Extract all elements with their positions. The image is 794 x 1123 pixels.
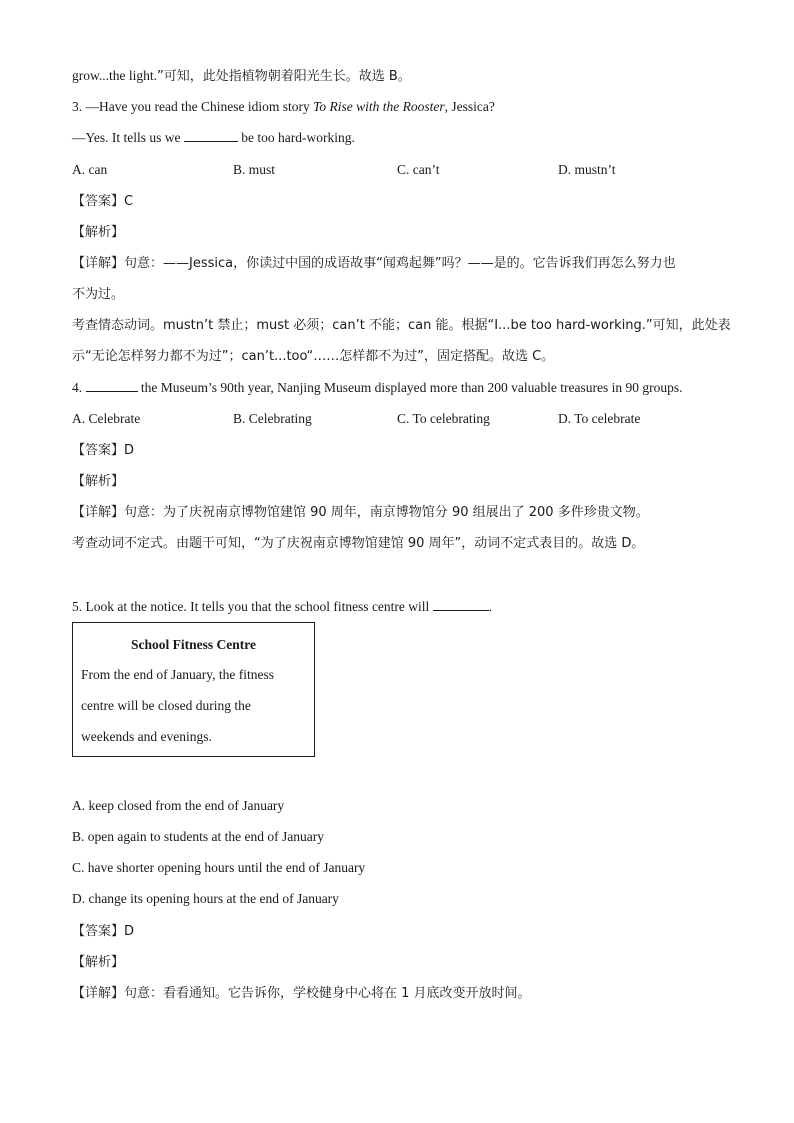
q3-answer-text: 【答案】C [72, 194, 134, 209]
q3-reply-end: be too hard-working. [237, 130, 355, 145]
q3-idiom-title: To Rise with the Rooster [313, 99, 445, 114]
q5-stem-end: . [488, 599, 493, 614]
notice-box [72, 622, 315, 757]
q4-option-c: C. To celebrating [397, 411, 490, 426]
q5-option-c: C. have shorter opening hours until the end of January [72, 860, 366, 875]
q3-detail-3: 考查情态动词。mustn’t 禁止；must 必须；can’t 不能；can 能。根据“I...be too hard-working.”可知，此处表 [72, 318, 731, 333]
q3-option-c: C. can’t [397, 162, 440, 177]
q5-option-b: B. open again to students at the end of January [72, 829, 324, 844]
q5-answer-text: 【答案】D [72, 924, 135, 939]
q5-option-a: A. keep closed from the end of January [72, 798, 285, 813]
q5-option-d: D. change its opening hours at the end of January [72, 891, 339, 906]
q3-detail-4: 示“无论怎样努力都不为过”；can’t...too“……怎样都不为过”，固定搭配。故选 C。 [72, 349, 555, 364]
q3-blank [184, 130, 238, 142]
q3-stem-end: , Jessica? [444, 99, 495, 114]
q4-analysis [72, 472, 124, 491]
q3-analysis-label: 【解析】 [72, 225, 125, 240]
q4-option-b: B. Celebrating [233, 411, 312, 426]
q4-stem [72, 379, 682, 397]
notice-title: School Fitness Centre [131, 637, 256, 652]
notice-line-2: centre will be closed during the [81, 698, 251, 713]
q3-stem [72, 98, 495, 116]
q4-blank [86, 380, 138, 392]
q5-stem-text: 5. Look at the notice. It tells you that the school fitness centre will [72, 599, 433, 614]
q4-detail-1: 【详解】句意：为了庆祝南京博物馆建馆 90 周年，南京博物馆分 90 组展出了 200 多件珍贵文物。 [72, 505, 649, 520]
q5-analysis-label: 【解析】 [72, 955, 125, 970]
q3-reply-text: —Yes. It tells us we [72, 130, 184, 145]
q5-stem [72, 598, 492, 616]
q3-detail-2: 不为过。 [72, 287, 125, 302]
intro-text-cn: ”可知，此处指植物朝着阳光生长。故选 B。 [157, 69, 411, 84]
q4-analysis-label: 【解析】 [72, 474, 125, 489]
q3-answer [72, 192, 133, 211]
notice-line-1: From the end of January, the fitness [81, 667, 274, 682]
intro-line [72, 67, 411, 86]
q3-option-a: A. can [72, 162, 108, 177]
q4-detail-2: 考查动词不定式。由题干可知，“为了庆祝南京博物馆建馆 90 周年”，动词不定式表目的。故选 D。 [72, 536, 645, 551]
q4-answer-text: 【答案】D [72, 443, 135, 458]
intro-text-en: grow...the light. [72, 68, 157, 83]
q5-blank [433, 599, 489, 611]
q4-stem-text: the Museum’s 90th year, Nanjing Museum displayed more than 200 valuable treasures in 90 groups. [137, 380, 683, 395]
q4-number: 4. [72, 380, 86, 395]
q3-stem-text: 3. —Have you read the Chinese idiom story [72, 99, 314, 114]
q3-detail-1: 【详解】句意：——Jessica，你读过中国的成语故事“闻鸡起舞”吗？——是的。它告诉我们再怎么努力也 [72, 256, 676, 271]
q5-analysis [72, 953, 124, 972]
q4-answer [72, 441, 134, 460]
q3-option-d: D. mustn’t [558, 162, 616, 177]
q5-answer [72, 922, 134, 941]
q3-reply [72, 129, 355, 147]
q4-option-a: A. Celebrate [72, 411, 141, 426]
q5-detail-1: 【详解】句意：看看通知。它告诉你，学校健身中心将在 1 月底改变开放时间。 [72, 986, 531, 1001]
notice-line-3: weekends and evenings. [81, 729, 212, 744]
q3-analysis [72, 223, 124, 242]
q4-option-d: D. To celebrate [558, 411, 641, 426]
q3-option-b: B. must [233, 162, 276, 177]
